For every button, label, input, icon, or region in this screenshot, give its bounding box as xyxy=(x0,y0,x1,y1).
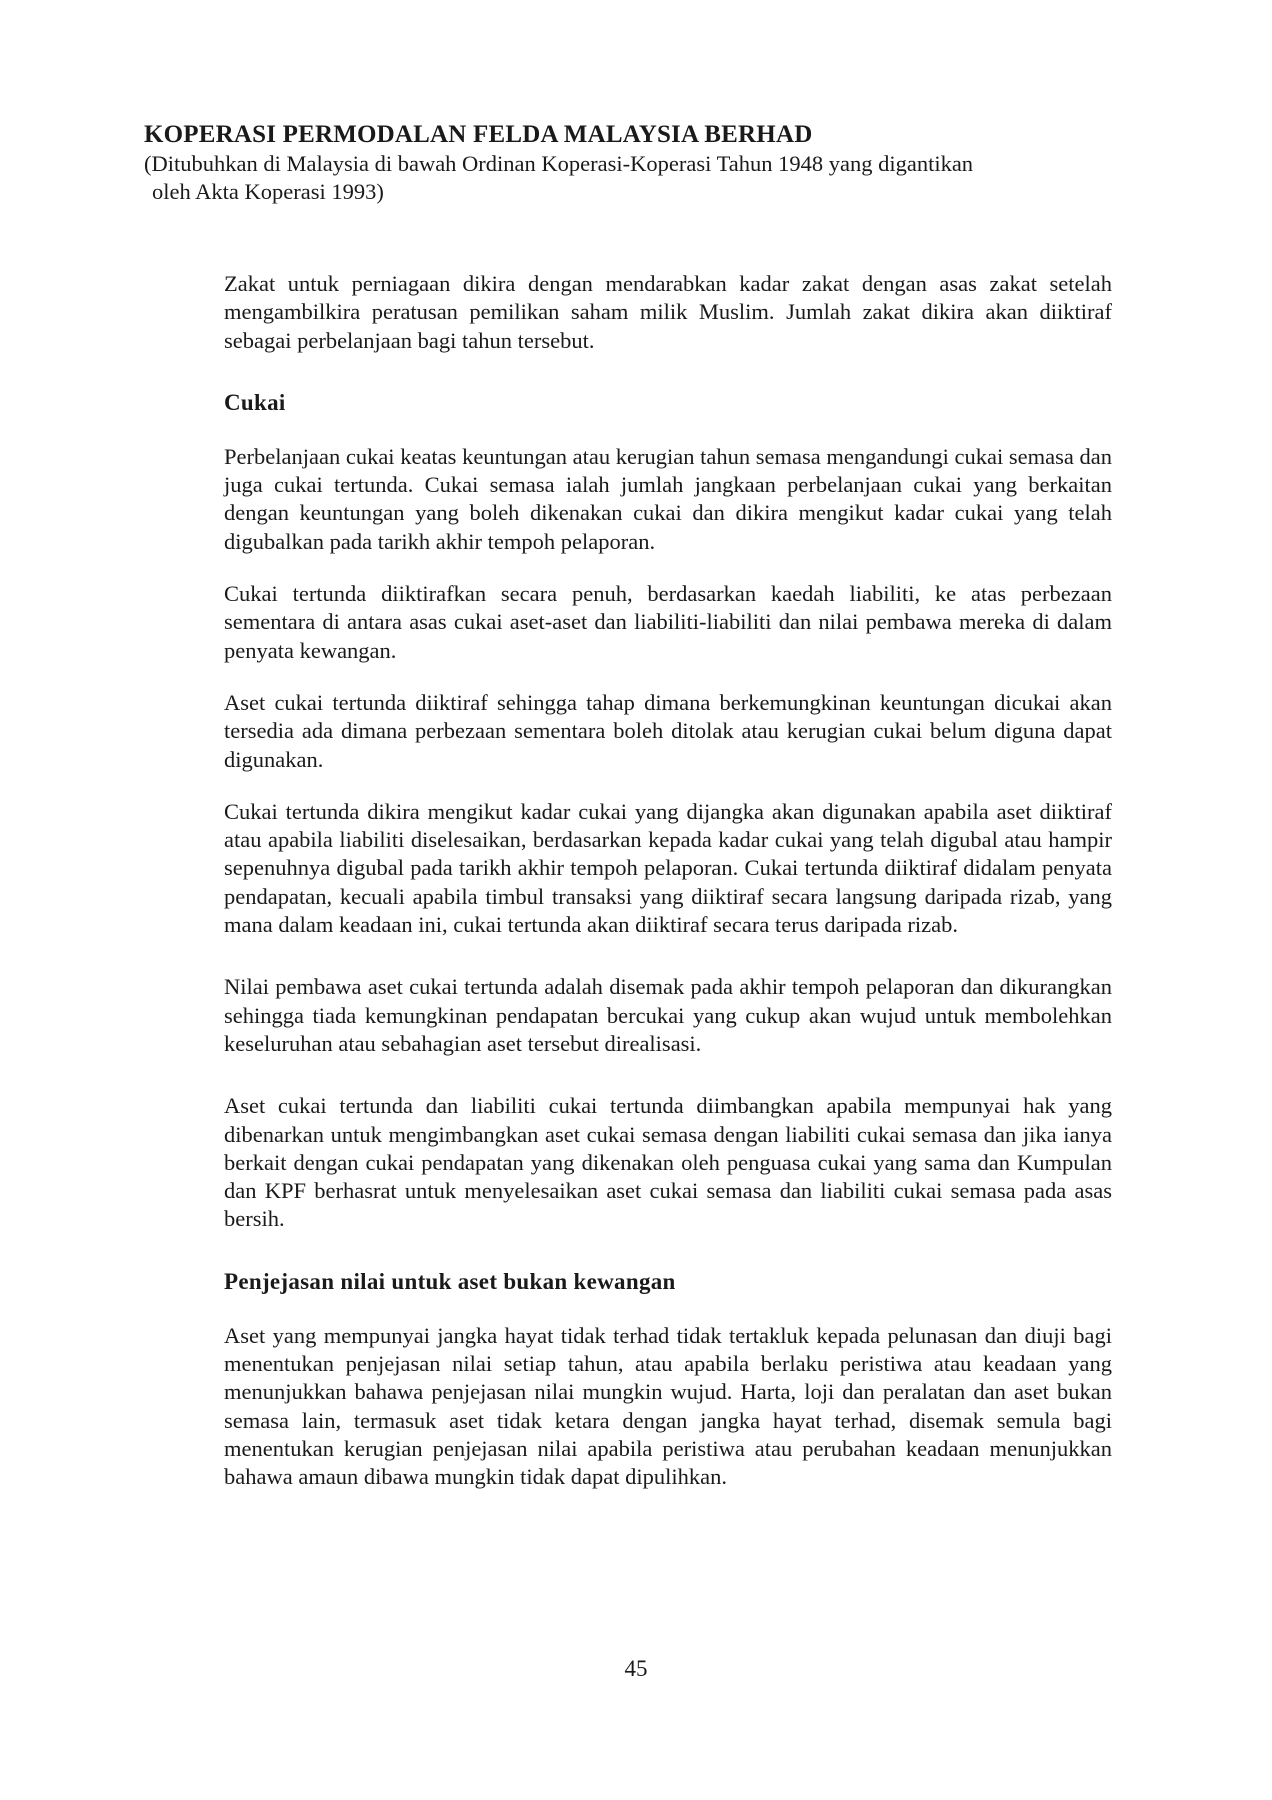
organization-name: KOPERASI PERMODALAN FELDA MALAYSIA BERHAD xyxy=(144,121,813,148)
subtitle-line-1: (Ditubuhkan di Malaysia di bawah Ordinan Koperasi-Koperasi Tahun 1948 yang digantikan xyxy=(144,151,974,176)
cukai-paragraph-3: Aset cukai tertunda diiktiraf sehingga tahap dimana berkemungkinan keuntungan dicukai akan tersedia ada dimana perbezaan sementara boleh ditolak atau kerugian cukai belum diguna dapat digunakan. xyxy=(224,689,1112,772)
document-header xyxy=(144,120,1124,206)
cukai-paragraph-4: Cukai tertunda dikira mengikut kadar cukai yang dijangka akan digunakan apabila aset diiktiraf atau apabila liabiliti diselesaikan, berdasarkan kepada kadar cukai yang telah digubal atau hampir sepenuhnya digubal pada tarikh akhir tempoh pelaporan. Cukai tertunda diiktiraf didalam penyata pendapatan, kecuali apabila timbul transaksi yang diiktiraf secara langsung daripada rizab, yang mana dalam keadaan ini, cukai tertunda akan diiktiraf secara terus daripada rizab. xyxy=(224,798,1112,938)
organization-subtitle xyxy=(144,150,1124,206)
cukai-paragraph-1: Perbelanjaan cukai keatas keuntungan atau kerugian tahun semasa mengandungi cukai semasa dan juga cukai tertunda. Cukai semasa ialah jumlah jangkaan perbelanjaan cukai yang berkaitan dengan keuntungan yang boleh dikenakan cukai dan dikira mengikut kadar cukai yang telah digubalkan pada tarikh akhir tempoh pelaporan. xyxy=(224,443,1112,554)
cukai-paragraph-6: Aset cukai tertunda dan liabiliti cukai tertunda diimbangkan apabila mempunyai hak yang dibenarkan untuk mengimbangkan aset cukai semasa dengan liabiliti cukai semasa dan jika ianya berkait dengan cukai pendapatan yang dikenakan oleh penguasa cukai yang sama dan Kumpulan dan KPF berhasrat untuk menyelesaikan aset cukai semasa dan liabiliti cukai semasa pada asas bersih. xyxy=(224,1093,1112,1232)
penjejasan-paragraph-1: Aset yang mempunyai jangka hayat tidak terhad tidak tertakluk kepada pelunasan dan diuji bagi menentukan penjejasan nilai setiap tahun, atau apabila berlaku peristiwa atau keadaan yang menunjukkan bahawa penjejasan nilai mungkin wujud. Harta, loji dan peralatan dan aset bukan semasa lain, termasuk aset tidak ketara dengan jangka hayat terhad, disemak semula bagi menentukan kerugian penjejasan nilai apabila peristiwa atau perubahan keadaan menunjukkan bahawa amaun dibawa mungkin tidak dapat dipulihkan. xyxy=(224,1322,1112,1490)
zakat-paragraph: Zakat untuk perniagaan dikira dengan mendarabkan kadar zakat dengan asas zakat setelah mengambilkira peratusan pemilikan saham milik Muslim. Jumlah zakat dikira akan diiktiraf sebagai perbelanjaan bagi tahun tersebut. xyxy=(224,271,1112,353)
cukai-paragraph-5: Nilai pembawa aset cukai tertunda adalah disemak pada akhir tempoh pelaporan dan dikurangkan sehingga tiada kemungkinan pendapatan bercukai yang cukup akan wujud untuk membolehkan keseluruhan atau sebahagian aset tersebut direalisasi. xyxy=(224,974,1112,1056)
page-number: 45 xyxy=(624,1656,648,1681)
section-heading-penjejasan: Penjejasan nilai untuk aset bukan kewangan xyxy=(224,1268,676,1294)
document-body xyxy=(224,270,1112,1516)
cukai-paragraph-2: Cukai tertunda diiktirafkan secara penuh, berdasarkan kaedah liabiliti, ke atas perbezaan sementara di antara asas cukai aset-aset dan liabiliti-liabiliti dan nilai pembawa mereka di dalam penyata kewangan. xyxy=(224,581,1112,663)
subtitle-line-2: oleh Akta Koperasi 1993) xyxy=(152,179,384,204)
section-heading-cukai: Cukai xyxy=(224,389,286,415)
